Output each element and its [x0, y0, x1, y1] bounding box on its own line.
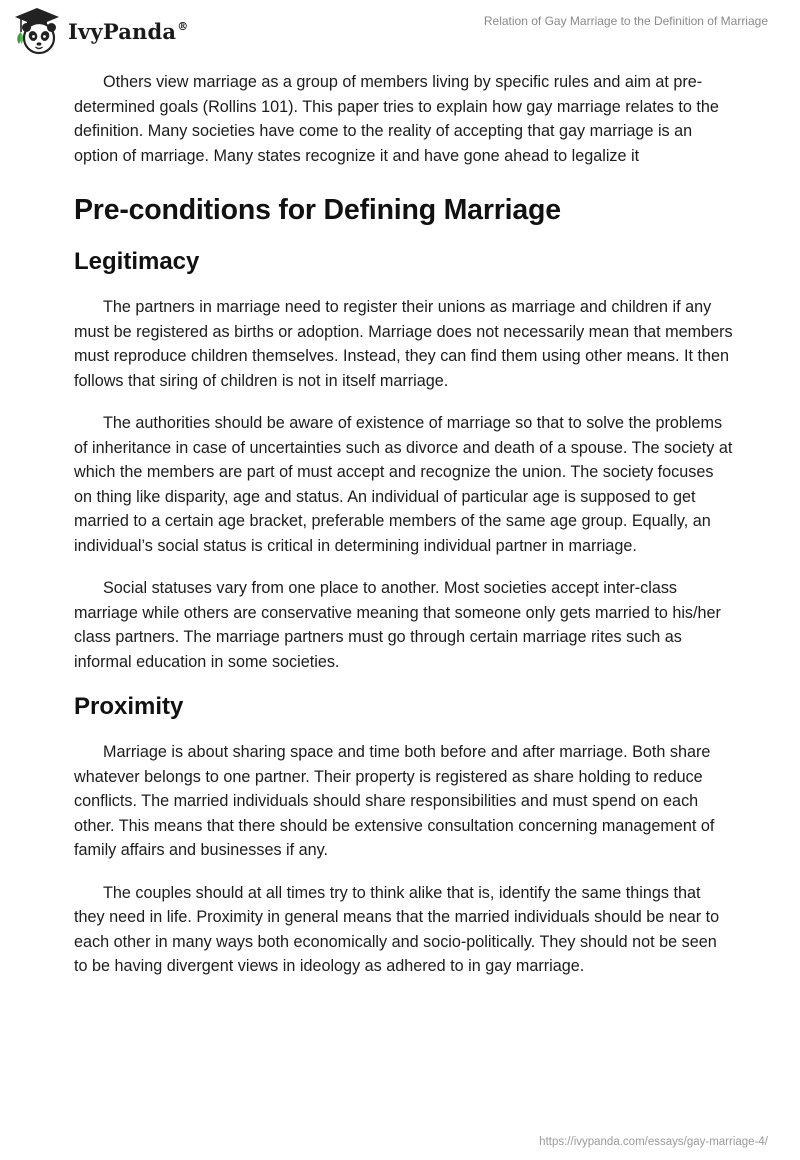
legitimacy-paragraph-1: The partners in marriage need to register their unions as marriage and children if any must be registered as births or adoption. Marriage does not necessarily mean that members must reproduce children themselves. Instead, they can find them using other means. It then follows that siring of children is not in itself marriage.	[74, 298, 733, 390]
brand-name: IvyPanda®	[68, 18, 189, 44]
subsection-heading-legitimacy: Legitimacy	[74, 248, 200, 275]
proximity-paragraph-2: The couples should at all times try to think alike that is, identify the same things that they need in life. Proximity in general means that the married individuals should be near to each other in many ways both economically and socio-politically. They should not be seen to be having divergent views in ideology as adhered to in gay marriage.	[74, 883, 720, 975]
legitimacy-paragraph-2: The authorities should be aware of existence of marriage so that to solve the problems of inheritance in case of uncertainties such as divorce and death of a spouse. The society at which the members are part of must accept and recognize the union. The society focuses on thing like disparity, age and status. An individual of particular age is supposed to get married to a certain age bracket, preferable members of the same age group. Equally, an individual’s social status is critical in determining individual partner in marriage.	[74, 414, 733, 555]
panda-logo-icon	[12, 6, 62, 56]
section-heading: Pre-conditions for Defining Marriage	[74, 194, 561, 226]
article-body	[74, 70, 734, 979]
source-url-link[interactable]: https://ivypanda.com/essays/gay-marriage-4/	[539, 1136, 768, 1148]
page-header	[0, 0, 800, 62]
subsection-heading-proximity: Proximity	[74, 693, 184, 720]
legitimacy-paragraph-3: Social statuses vary from one place to another. Most societies accept inter-class marriage while others are conservative meaning that someone only gets married to his/her class partners. The marriage partners must go through certain marriage rites such as informal education in some societies.	[74, 579, 721, 671]
document-title: Relation of Gay Marriage to the Definition of Marriage	[483, 14, 768, 28]
proximity-paragraph-1: Marriage is about sharing space and time both before and after marriage. Both share whatever belongs to one partner. Their property is registered as share holding to reduce conflicts. The married individuals should share responsibilities and must spend on each other. This means that there should be extensive consultation concerning management of family affairs and businesses if any.	[74, 743, 715, 859]
intro-paragraph: Others view marriage as a group of members living by specific rules and aim at pre-determined goals (Rollins 101). This paper tries to explain how gay marriage relates to the definition. Many societies have come to the reality of accepting that gay marriage is an option of marriage. Many states recognize it and have gone ahead to legalize it	[74, 73, 719, 165]
brand-logo[interactable]	[12, 6, 188, 56]
